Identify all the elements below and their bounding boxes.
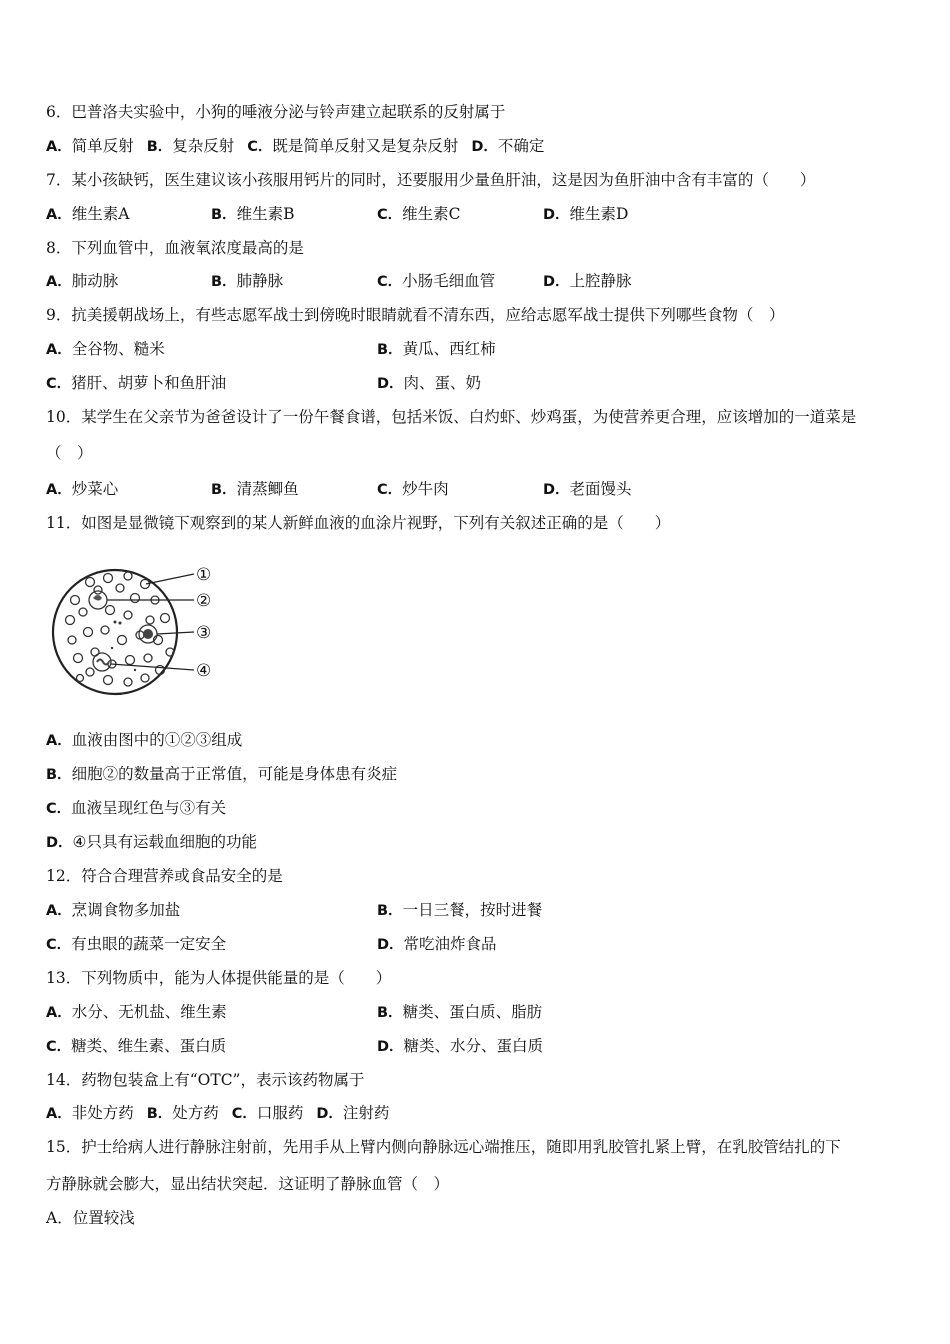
q13-stem: 13．下列物质中，能为人体提供能量的是（ ） [46, 969, 392, 987]
option-label: D． [543, 207, 570, 223]
q12-stem: 12．符合合理营养或食品安全的是 [46, 867, 283, 885]
q9-stem: 9．抗美援朝战场上，有些志愿军战士到傍晚时眼睛就看不清东西，应给志愿军战士提供下列哪些食物（ ） [46, 306, 785, 324]
option-text: 维生素C [402, 205, 461, 223]
q6-stem: 6．巴普洛夫实验中，小狗的唾液分泌与铃声建立起联系的反射属于 [46, 103, 506, 121]
option-label: B． [211, 274, 237, 290]
q6-option-b-text: 复杂反射 [172, 137, 235, 155]
option-text: 小肠毛细血管 [402, 272, 496, 290]
option-text: ④只具有运载血细胞的功能 [72, 833, 257, 851]
q12-option-b [377, 900, 542, 921]
q14-option-b-label: B． [146, 1106, 173, 1122]
option-label: A． [46, 733, 72, 749]
option-text: 全谷物、糙米 [71, 340, 165, 358]
option-label: B． [377, 903, 403, 919]
q7-stem: 7．某小孩缺钙，医生建议该小孩服用钙片的同时，还要服用少量鱼肝油，这是因为鱼肝油中含有丰富的（ ） [46, 171, 816, 189]
option-text: 糖类、维生素、蛋白质 [71, 1037, 227, 1055]
option-text: 炒菜心 [71, 480, 119, 498]
option-text: 清蒸鲫鱼 [236, 480, 299, 498]
q10-option-b [211, 479, 299, 500]
q6-option-a-label: A． [46, 139, 72, 155]
q15-option-a: A．位置较浅 [46, 1209, 135, 1227]
option-label: A． [46, 342, 72, 358]
white-blood-cell-3 [139, 625, 157, 643]
option-text: 猪肝、胡萝卜和鱼肝油 [71, 374, 227, 392]
option-label: B． [211, 482, 237, 498]
q6-options [46, 136, 544, 157]
q14-options [46, 1103, 389, 1124]
q14-option-c-text: 口服药 [256, 1104, 304, 1122]
option-text: 有虫眼的蔬菜一定安全 [71, 935, 227, 953]
q12-option-a [46, 900, 180, 921]
option-text: 肺动脉 [71, 272, 119, 290]
q13-option-a [46, 1002, 227, 1023]
q14-stem: 14．药物包装盒上有“OTC”，表示该药物属于 [46, 1071, 365, 1089]
option-label: B． [377, 342, 403, 358]
option-label: C． [377, 207, 403, 223]
q6-option-d-text: 不确定 [497, 137, 545, 155]
option-text: 维生素B [236, 205, 295, 223]
figure-label-3: ③ [196, 623, 212, 643]
white-blood-cell-4 [93, 653, 111, 671]
option-label: C． [46, 1039, 72, 1055]
option-label: D． [46, 835, 73, 851]
option-label: A． [46, 903, 72, 919]
q7-option-b [211, 204, 294, 225]
q12-option-c [46, 934, 226, 955]
option-text: 维生素A [71, 205, 130, 223]
option-text: 上腔静脉 [569, 272, 632, 290]
option-text: 黄瓜、西红柿 [402, 340, 496, 358]
option-label: A． [46, 1005, 72, 1021]
option-label: A． [46, 207, 72, 223]
option-text: 炒牛肉 [402, 480, 449, 498]
q11-option-d [46, 832, 257, 853]
option-text: 烹调食物多加盐 [71, 901, 181, 919]
q10-option-c [377, 479, 449, 500]
figure-label-2: ② [196, 591, 212, 611]
q13-option-c [46, 1036, 226, 1057]
q7-option-d [543, 204, 628, 225]
option-label: D． [543, 482, 570, 498]
option-text: 肺静脉 [236, 272, 284, 290]
option-label: B． [46, 767, 72, 783]
option-label: D． [377, 376, 404, 392]
q8-option-d [543, 271, 632, 292]
option-text: 肉、蛋、奶 [403, 374, 482, 392]
q10-option-d [543, 479, 632, 500]
q14-option-b-text: 处方药 [172, 1104, 219, 1122]
q15-stem-line2: 方静脉就会膨大，显出结状突起．这证明了静脉血管（ ） [46, 1175, 450, 1193]
q10-option-a [46, 479, 118, 500]
q11-option-c [46, 798, 226, 819]
option-label: C． [377, 482, 403, 498]
option-text: 一日三餐，按时进餐 [402, 901, 543, 919]
q14-option-d-label: D． [316, 1106, 343, 1122]
q9-option-b [377, 339, 496, 360]
figure-label-1: ① [196, 565, 212, 585]
q13-option-b [377, 1002, 542, 1023]
option-text: 糖类、水分、蛋白质 [403, 1037, 544, 1055]
q9-option-c [46, 373, 226, 394]
q6-option-c-text: 既是简单反射又是复杂反射 [272, 137, 459, 155]
q15-stem-line1: 15．护士给病人进行静脉注射前，先用手从上臂内侧向静脉远心端推压，随即用乳胶管扎紧上臂，在乳胶管结扎的下 [46, 1138, 841, 1156]
q14-option-d-text: 注射药 [342, 1104, 390, 1122]
option-text: 血液呈现红色与③有关 [71, 799, 227, 817]
option-label: B． [211, 207, 237, 223]
option-label: B． [377, 1005, 403, 1021]
q11-option-a [46, 730, 242, 751]
q14-option-c-label: C． [231, 1106, 257, 1122]
q7-option-c [377, 204, 461, 225]
q6-option-b-label: B． [146, 139, 173, 155]
q14-option-a-label: A． [46, 1106, 72, 1122]
q14-option-a-text: 非处方药 [71, 1104, 134, 1122]
q13-option-d [377, 1036, 543, 1057]
q10-stem-line2: （ ） [46, 444, 93, 462]
blood-smear-figure [50, 560, 225, 705]
q9-option-a [46, 339, 165, 360]
q10-stem-line1: 10．某学生在父亲节为爸爸设计了一份午餐食谱，包括米饭、白灼虾、炒鸡蛋，为使营养更合理，应该增加的一道菜是 [46, 408, 857, 426]
option-label: D． [377, 937, 404, 953]
option-label: C． [377, 274, 403, 290]
q11-stem: 11．如图是显微镜下观察到的某人新鲜血液的血涂片视野，下列有关叙述正确的是（ ） [46, 514, 671, 532]
option-text: 老面馒头 [569, 480, 632, 498]
option-text: 细胞②的数量高于正常值，可能是身体患有炎症 [71, 765, 398, 783]
red-blood-cells [66, 572, 175, 686]
q11-option-b [46, 764, 397, 785]
q6-option-a-text: 简单反射 [71, 137, 134, 155]
option-label: D． [543, 274, 570, 290]
q7-option-a [46, 204, 129, 225]
option-text: 维生素D [569, 205, 629, 223]
q9-option-d [377, 373, 481, 394]
q8-option-b [211, 271, 283, 292]
option-text: 常吃油炸食品 [403, 935, 497, 953]
option-label: C． [46, 801, 72, 817]
q6-option-d-label: D． [471, 139, 498, 155]
option-text: 水分、无机盐、维生素 [71, 1003, 227, 1021]
q8-option-c [377, 271, 495, 292]
q8-stem: 8．下列血管中，血液氧浓度最高的是 [46, 239, 304, 257]
option-label: D． [377, 1039, 404, 1055]
option-label: C． [46, 376, 72, 392]
option-text: 血液由图中的①②③组成 [71, 731, 243, 749]
option-label: A． [46, 482, 72, 498]
microscope-field [53, 570, 177, 694]
option-text: 糖类、蛋白质、脂肪 [402, 1003, 543, 1021]
option-label: A． [46, 274, 72, 290]
q6-option-c-label: C． [247, 139, 273, 155]
figure-label-4: ④ [196, 661, 212, 681]
q8-option-a [46, 271, 118, 292]
q12-option-d [377, 934, 497, 955]
option-label: C． [46, 937, 72, 953]
